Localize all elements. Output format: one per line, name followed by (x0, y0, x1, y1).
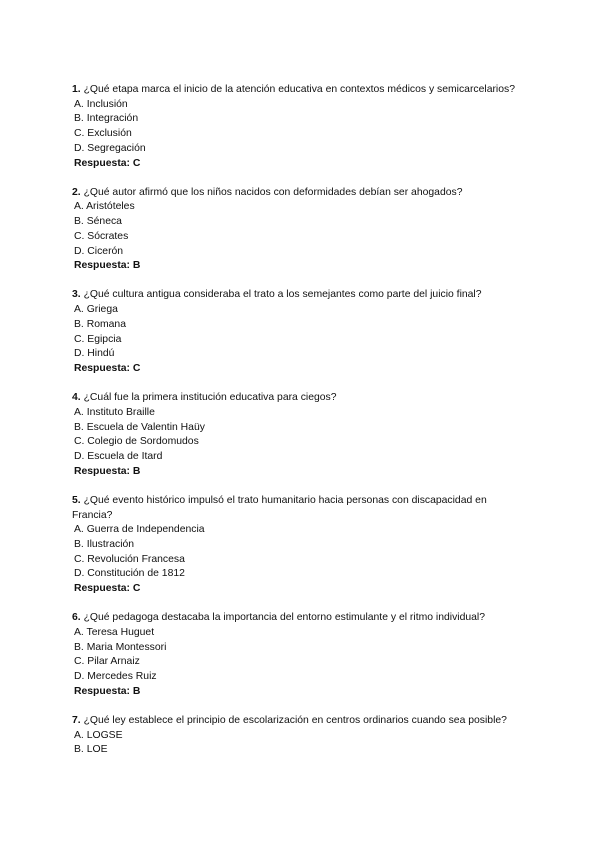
question-text (72, 391, 530, 406)
option-a: A. Inclusión (74, 98, 128, 110)
option-a: A. Aristóteles (74, 201, 135, 213)
option-list (72, 626, 530, 685)
question-text (72, 288, 530, 303)
option-b: B. Integración (74, 113, 139, 125)
option-d: D. Hindú (74, 348, 115, 360)
option-list (72, 406, 530, 465)
option-list (72, 303, 530, 362)
option-d: D. Segregación (74, 142, 146, 154)
answer-line: Respuesta: C (74, 362, 141, 374)
answer-line: Respuesta: B (74, 260, 141, 272)
question-text (72, 186, 530, 201)
option-b: B. Maria Montessori (74, 641, 167, 653)
option-c: C. Revolución Francesa (74, 553, 185, 565)
question-number: 7. (72, 715, 81, 727)
option-b: B. Romana (74, 318, 126, 330)
question-number: 2. (72, 186, 81, 198)
question-prompt: ¿Qué etapa marca el inicio de la atención educativa en contextos médicos y semicarcelarios? (83, 84, 515, 95)
question-prompt: ¿Qué ley establece el principio de escolarización en centros ordinarios cuando sea posible? (83, 715, 507, 727)
option-b: B. Escuela de Valentin Haüy (74, 421, 205, 433)
question-1 (72, 83, 530, 171)
option-a: A. Griega (74, 304, 118, 316)
option-c: C. Sócrates (74, 230, 129, 242)
option-b: B. LOE (74, 744, 108, 756)
option-a: A. LOGSE (74, 729, 123, 741)
option-d: D. Constitución de 1812 (74, 568, 185, 580)
question-7 (72, 714, 530, 758)
option-c: C. Exclusión (74, 128, 132, 140)
question-prompt: ¿Cuál fue la primera institución educativa para ciegos? (83, 392, 337, 404)
answer-line: Respuesta: B (74, 465, 141, 477)
answer-line: Respuesta: C (74, 157, 141, 169)
option-a: A. Guerra de Independencia (74, 524, 205, 536)
question-6 (72, 611, 530, 699)
question-text (72, 611, 530, 626)
option-d: D. Cicerón (74, 245, 124, 257)
question-number: 3. (72, 289, 81, 301)
option-d: D. Escuela de Itard (74, 450, 163, 462)
question-prompt: ¿Qué autor afirmó que los niños nacidos con deformidades debían ser ahogados? (83, 186, 463, 198)
option-c: C. Egipcia (74, 333, 122, 345)
question-text (72, 714, 530, 729)
answer-line: Respuesta: C (74, 583, 141, 595)
option-c: C. Pilar Arnaiz (74, 656, 140, 668)
option-b: B. Ilustración (74, 538, 135, 550)
question-number: 4. (72, 392, 81, 404)
question-prompt: ¿Qué pedagoga destacaba la importancia del entorno estimulante y el ritmo individual? (83, 612, 485, 624)
question-number: 5. (72, 494, 81, 506)
option-c: C. Colegio de Sordomudos (74, 436, 199, 448)
question-text (72, 494, 530, 523)
option-a: A. Teresa Huguet (74, 627, 155, 638)
question-3 (72, 288, 530, 376)
option-b: B. Séneca (74, 216, 122, 228)
question-prompt: ¿Qué evento histórico impulsó el trato humanitario hacia personas con discapacidad en Francia? (72, 494, 487, 521)
option-list (72, 98, 530, 157)
option-a: A. Instituto Braille (74, 406, 155, 418)
question-text (72, 83, 530, 98)
question-2 (72, 186, 530, 274)
question-prompt: ¿Qué cultura antigua consideraba el trato a los semejantes como parte del juicio final? (83, 289, 482, 301)
question-4 (72, 391, 530, 479)
answer-line: Respuesta: B (74, 685, 141, 697)
option-list (72, 523, 530, 582)
question-number: 1. (72, 84, 81, 95)
option-list (72, 729, 530, 758)
option-list (72, 200, 530, 259)
question-5 (72, 494, 530, 597)
option-d: D. Mercedes Ruiz (74, 671, 157, 683)
question-number: 6. (72, 612, 81, 624)
